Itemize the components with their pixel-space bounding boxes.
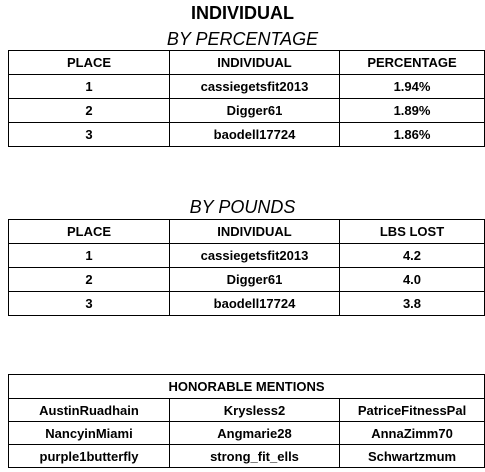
place-cell: 3 — [9, 123, 170, 147]
place-cell: 2 — [9, 99, 170, 123]
mention-cell: purple1butterfly — [9, 445, 170, 468]
column-header-individual: INDIVIDUAL — [170, 51, 340, 75]
percentage-cell: 1.86% — [340, 123, 485, 147]
mention-cell: Schwartzmum — [340, 445, 485, 468]
individual-cell: baodell17724 — [170, 292, 340, 316]
page-title: INDIVIDUAL — [191, 3, 294, 23]
column-header-individual: INDIVIDUAL — [170, 220, 340, 244]
mention-cell: AnnaZimm70 — [340, 422, 485, 445]
table-row — [9, 99, 485, 123]
honorable-mentions-table — [8, 374, 485, 468]
lbs-lost-cell: 3.8 — [340, 292, 485, 316]
pounds-table — [8, 219, 485, 316]
individual-cell: cassiegetsfit2013 — [170, 75, 340, 99]
percentage-cell: 1.89% — [340, 99, 485, 123]
lbs-lost-cell: 4.2 — [340, 244, 485, 268]
pounds-subtitle: BY POUNDS — [189, 197, 296, 217]
table-row — [9, 422, 485, 445]
column-header-percentage: PERCENTAGE — [340, 51, 485, 75]
column-header-lbs-lost: LBS LOST — [340, 220, 485, 244]
table-row — [9, 399, 485, 422]
place-cell: 1 — [9, 75, 170, 99]
column-header-place: PLACE — [9, 220, 170, 244]
mention-cell: NancyinMiami — [9, 422, 170, 445]
percentage-table — [8, 50, 485, 147]
lbs-lost-cell: 4.0 — [340, 268, 485, 292]
table-row — [9, 244, 485, 268]
individual-cell: cassiegetsfit2013 — [170, 244, 340, 268]
table-row — [9, 268, 485, 292]
mention-cell: AustinRuadhain — [9, 399, 170, 422]
place-cell: 2 — [9, 268, 170, 292]
table-row — [9, 75, 485, 99]
table-row — [9, 445, 485, 468]
table-header-row — [9, 375, 485, 399]
honorable-mentions-header: HONORABLE MENTIONS — [9, 375, 485, 399]
mention-cell: Krysless2 — [170, 399, 340, 422]
mention-cell: Angmarie28 — [170, 422, 340, 445]
percentage-cell: 1.94% — [340, 75, 485, 99]
individual-cell: Digger61 — [170, 99, 340, 123]
individual-cell: baodell17724 — [170, 123, 340, 147]
table-row — [9, 292, 485, 316]
column-header-place: PLACE — [9, 51, 170, 75]
mention-cell: strong_fit_ells — [170, 445, 340, 468]
mention-cell: PatriceFitnessPal — [340, 399, 485, 422]
table-header-row — [9, 51, 485, 75]
place-cell: 3 — [9, 292, 170, 316]
table-header-row — [9, 220, 485, 244]
place-cell: 1 — [9, 244, 170, 268]
individual-cell: Digger61 — [170, 268, 340, 292]
percentage-subtitle: BY PERCENTAGE — [166, 29, 319, 49]
table-row — [9, 123, 485, 147]
